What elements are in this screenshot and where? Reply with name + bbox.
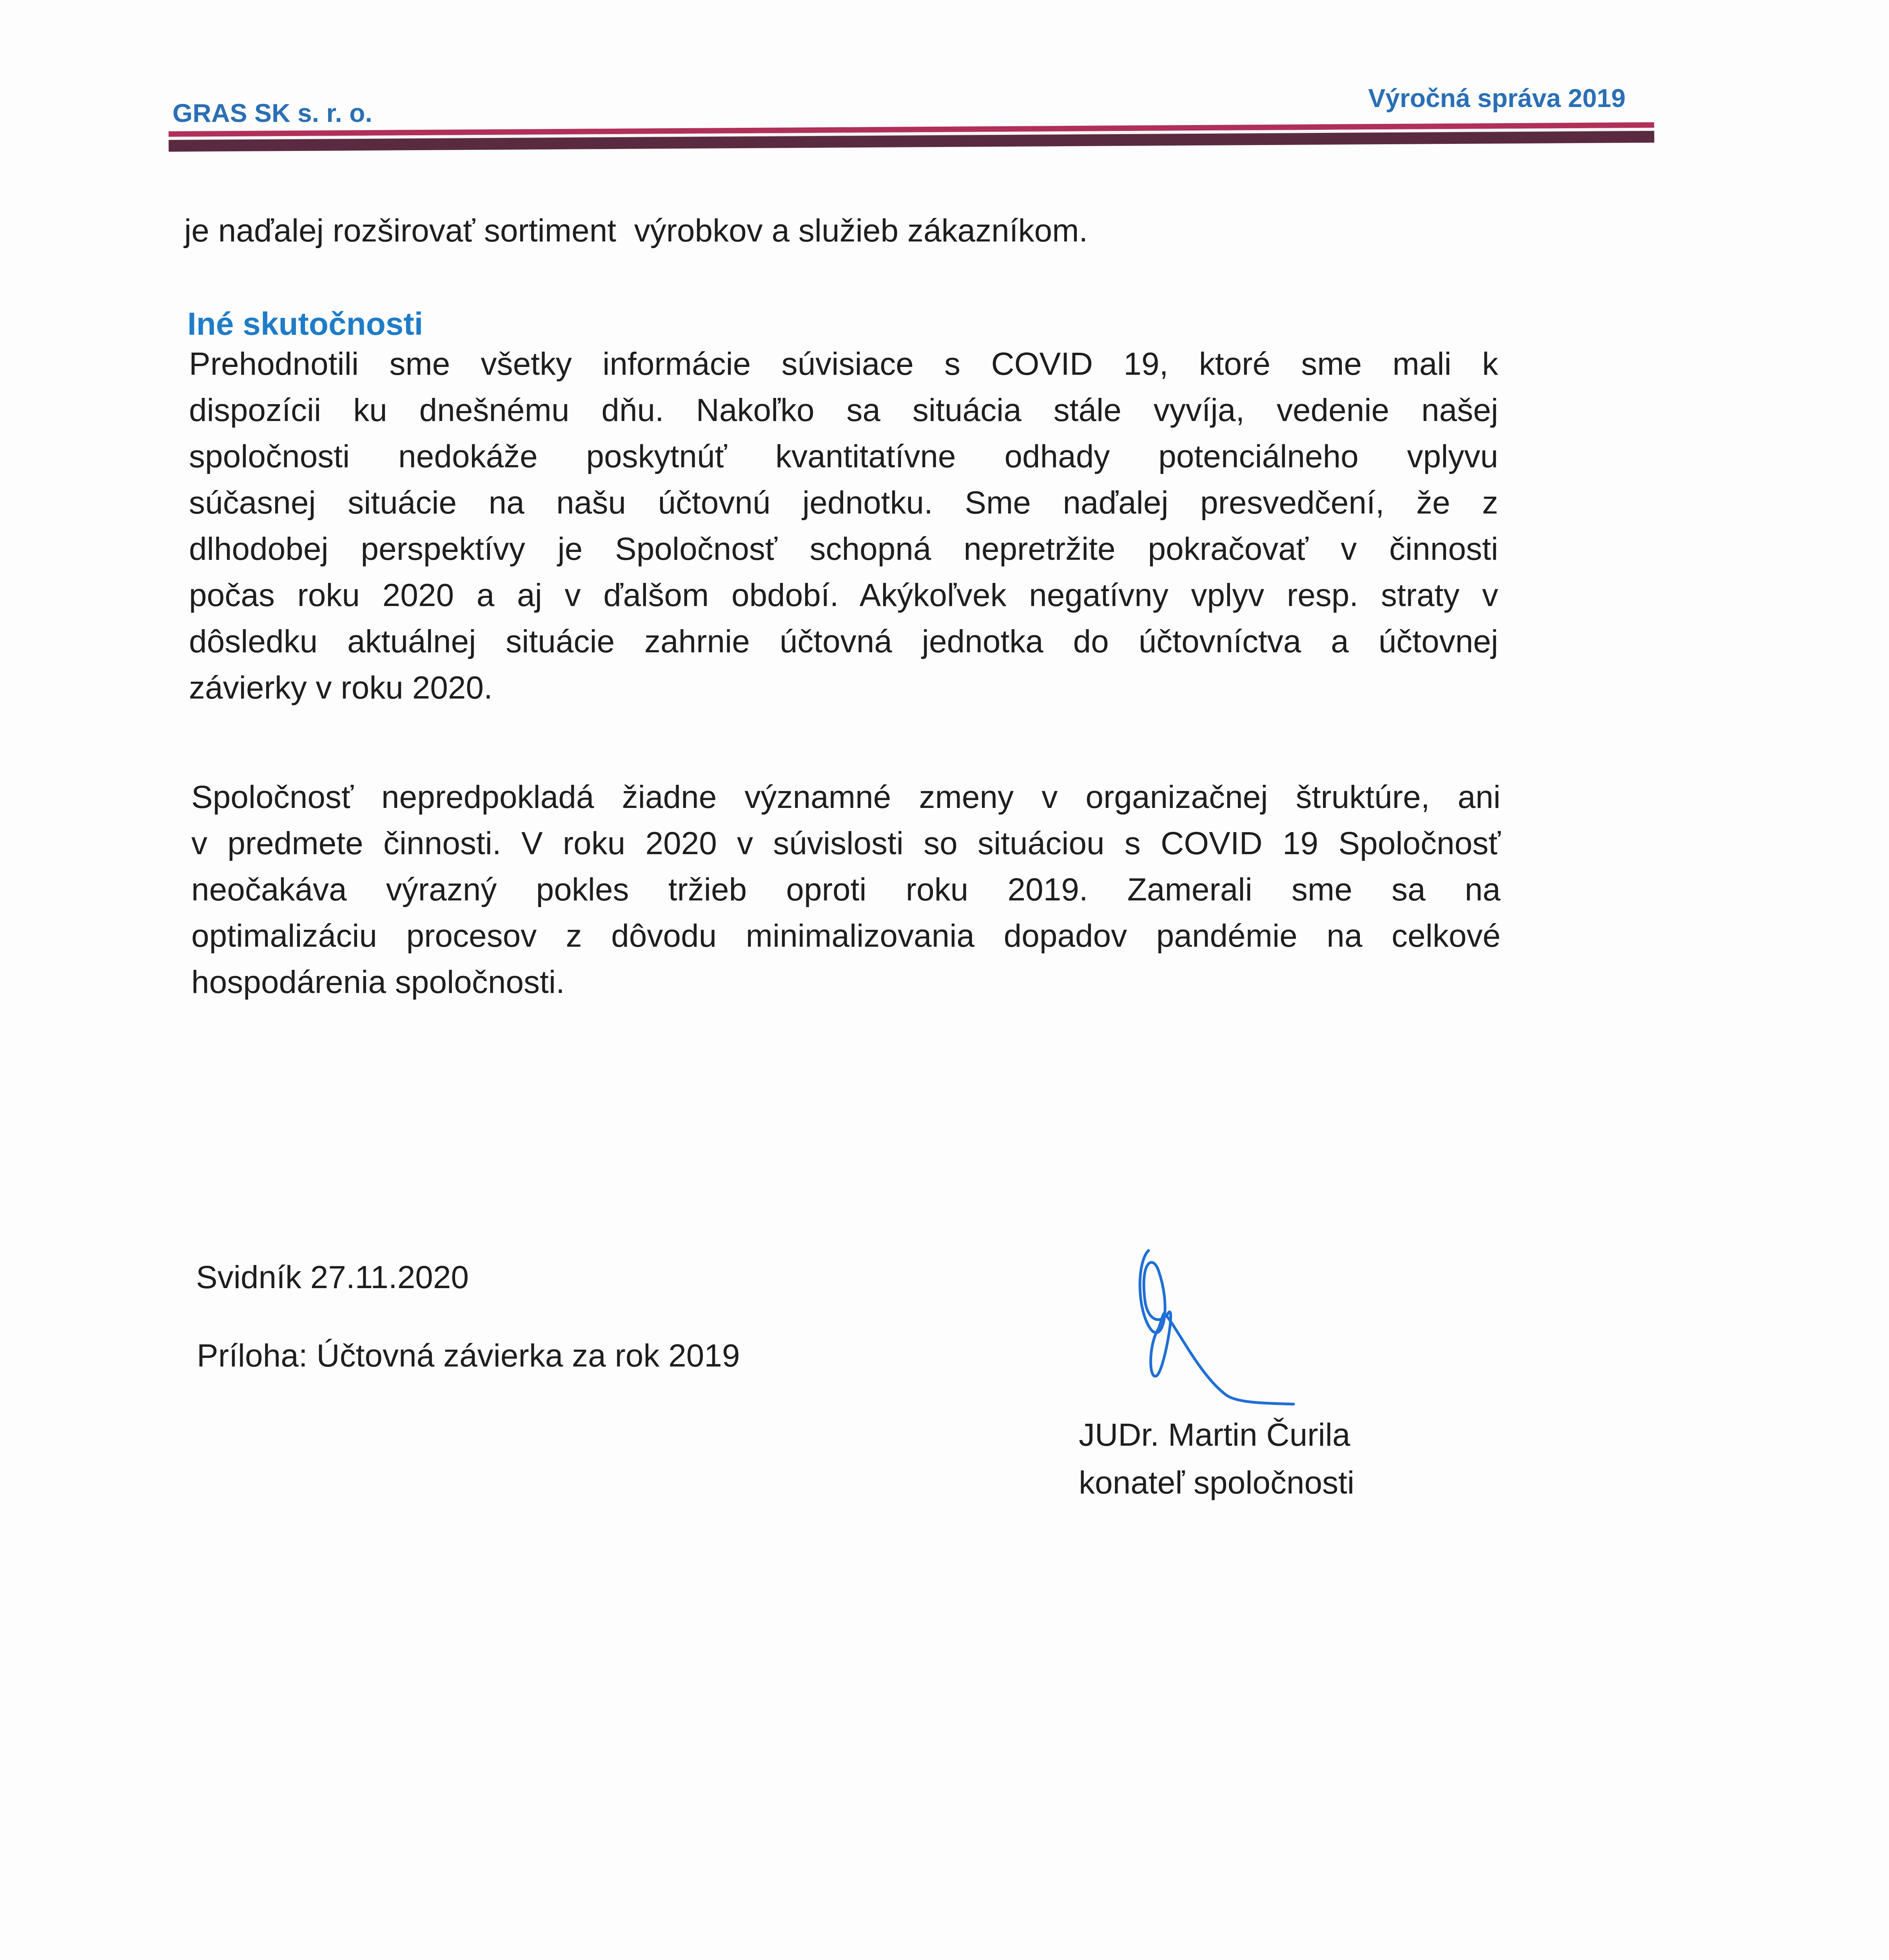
signatory (1079, 1411, 1354, 1507)
intro-line: je naďalej rozširovať sortiment výrobkov a služieb zákazníkom. (184, 213, 1088, 249)
paragraph-line: dlhodobej perspektívy je Spoločnosť schopná nepretržite pokračovať v činnosti (189, 531, 1498, 567)
paragraph-outlook (191, 774, 1501, 1005)
paragraph-line: hospodárenia spoločnosti. (191, 964, 565, 1000)
paragraph-line: dispozícii ku dnešnému dňu. Nakoľko sa situácia stále vyvíja, vedenie našej (189, 392, 1498, 428)
paragraph-line: optimalizáciu procesov z dôvodu minimalizovania dopadov pandémie na celkové (191, 918, 1501, 954)
paragraph-line: Spoločnosť nepredpokladá žiadne významné zmeny v organizačnej štruktúre, ani (191, 779, 1501, 815)
paragraph-line: počas roku 2020 a aj v ďalšom období. Akýkoľvek negatívny vplyv resp. straty v (189, 577, 1498, 613)
header-rule (169, 122, 1654, 159)
company-name: GRAS SK s. r. o. (172, 98, 372, 127)
paragraph-covid-assessment (189, 341, 1498, 711)
signer-role: konateľ spoločnosti (1079, 1465, 1355, 1501)
paragraph-line: dôsledku aktuálnej situácie zahrnie účtovná jednotka do účtovníctva a účtovnej (189, 624, 1498, 659)
paragraph-line: neočakáva výrazný pokles tržieb oproti roku 2019. Zamerali sme sa na (191, 872, 1501, 907)
paragraph-line: spoločnosti nedokáže poskytnúť kvantitatívne odhady potenciálneho vplyvu (189, 439, 1498, 474)
signature-stroke (1140, 1250, 1294, 1404)
paragraph-line: Prehodnotili sme všetky informácie súvisiace s COVID 19, ktoré sme mali k (189, 346, 1498, 382)
paragraph-line: závierky v roku 2020. (189, 670, 493, 706)
signer-name: JUDr. Martin Čurila (1079, 1417, 1350, 1453)
report-title: Výročná správa 2019 (1368, 83, 1626, 113)
place-date: Svidník 27.11.2020 (196, 1259, 469, 1295)
section-heading: Iné skutočnosti (187, 306, 423, 342)
paragraph-line: súčasnej situácie na našu účtovnú jednotku. Sme naďalej presvedčení, že z (189, 485, 1498, 521)
signature (1121, 1247, 1388, 1415)
attachment-note: Príloha: Účtovná závierka za rok 2019 (197, 1338, 740, 1374)
paragraph-line: v predmete činnosti. V roku 2020 v súvislosti so situáciou s COVID 19 Spoločnosť (191, 826, 1501, 861)
